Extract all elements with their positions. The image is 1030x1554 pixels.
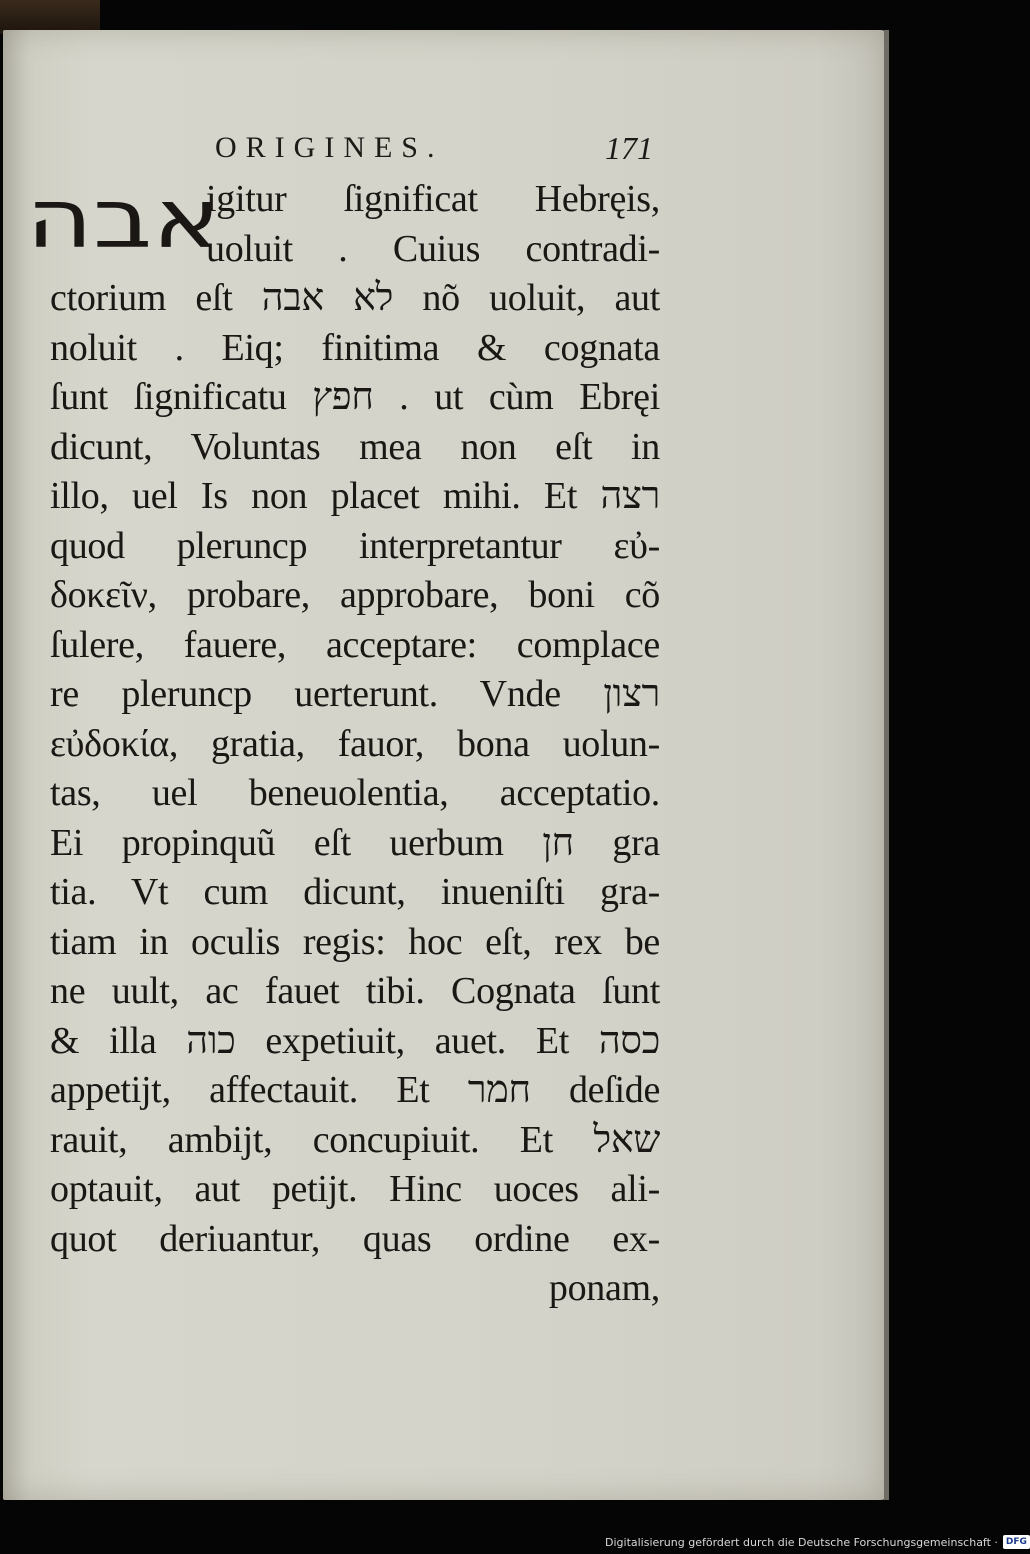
text-line: noluit . Eiq; finitima & cognata [50,326,660,369]
text-line: ſulere, fauere, acceptare: complace [50,623,660,666]
text-line: tia. Vt cum dicunt, inueniſti gra- [50,871,660,913]
text-line: δοκεῖν, probare, approbare, boni cõ [50,574,660,616]
footer-credit [605,1532,1030,1552]
page-edge [884,30,889,1500]
drop-cap-hebrew: אבה [26,172,221,267]
book-spine-edge [0,0,100,34]
text-line: ponam, [548,1267,660,1309]
text-line: appetijt, affectauit. Et חמר deſide [50,1069,661,1111]
text-line: quot deriuantur, quas ordine ex- [50,1217,660,1260]
text-line: ne uult, ac fauet tibi. Cognata ſunt [50,970,660,1012]
text-line: illo, uel Is non placet mihi. Et רצה [50,475,660,517]
text-line: rauit, ambijt, concupiuit. Et שאל [50,1118,660,1161]
text-line: & illa כוה expetiuit, auet. Et כסה [50,1019,660,1062]
text-line: Ei propinquũ eſt uerbum חן gra [50,821,660,864]
text-line: tiam in oculis regis: hoc eſt, rex be [50,920,660,963]
dfg-logo-icon: DFG [1003,1535,1030,1549]
footer-text: Digitalisierung gefördert durch die Deutsche Forschungsgemeinschaft · [605,1535,998,1549]
text-line: εὐδοκία, gratia, fauor, bona uolun- [50,722,660,765]
text-line: ctorium eſt לא אבה nõ uoluit, aut [50,277,660,319]
text-line: ſunt ſignificatu חפץ . ut cùm Ebręi [50,376,660,418]
text-line: re pleruncp uerterunt. Vnde רצון [50,673,660,715]
text-line: tas, uel beneuolentia, acceptatio. [50,772,660,814]
text-line: quod pleruncp interpretantur εὐ- [50,524,660,567]
text-line: uoluit . Cuius contradi- [206,227,660,270]
text-line: igitur ſignificat Hebręis, [206,178,660,220]
text-line: optauit, aut petijt. Hinc uoces ali- [50,1168,660,1210]
page-number: 171 [605,130,653,166]
running-head: ORIGINES. [215,131,444,164]
page-header [215,128,655,168]
body-text [26,172,661,1314]
text-line: dicunt, Voluntas mea non eſt in [50,425,660,468]
